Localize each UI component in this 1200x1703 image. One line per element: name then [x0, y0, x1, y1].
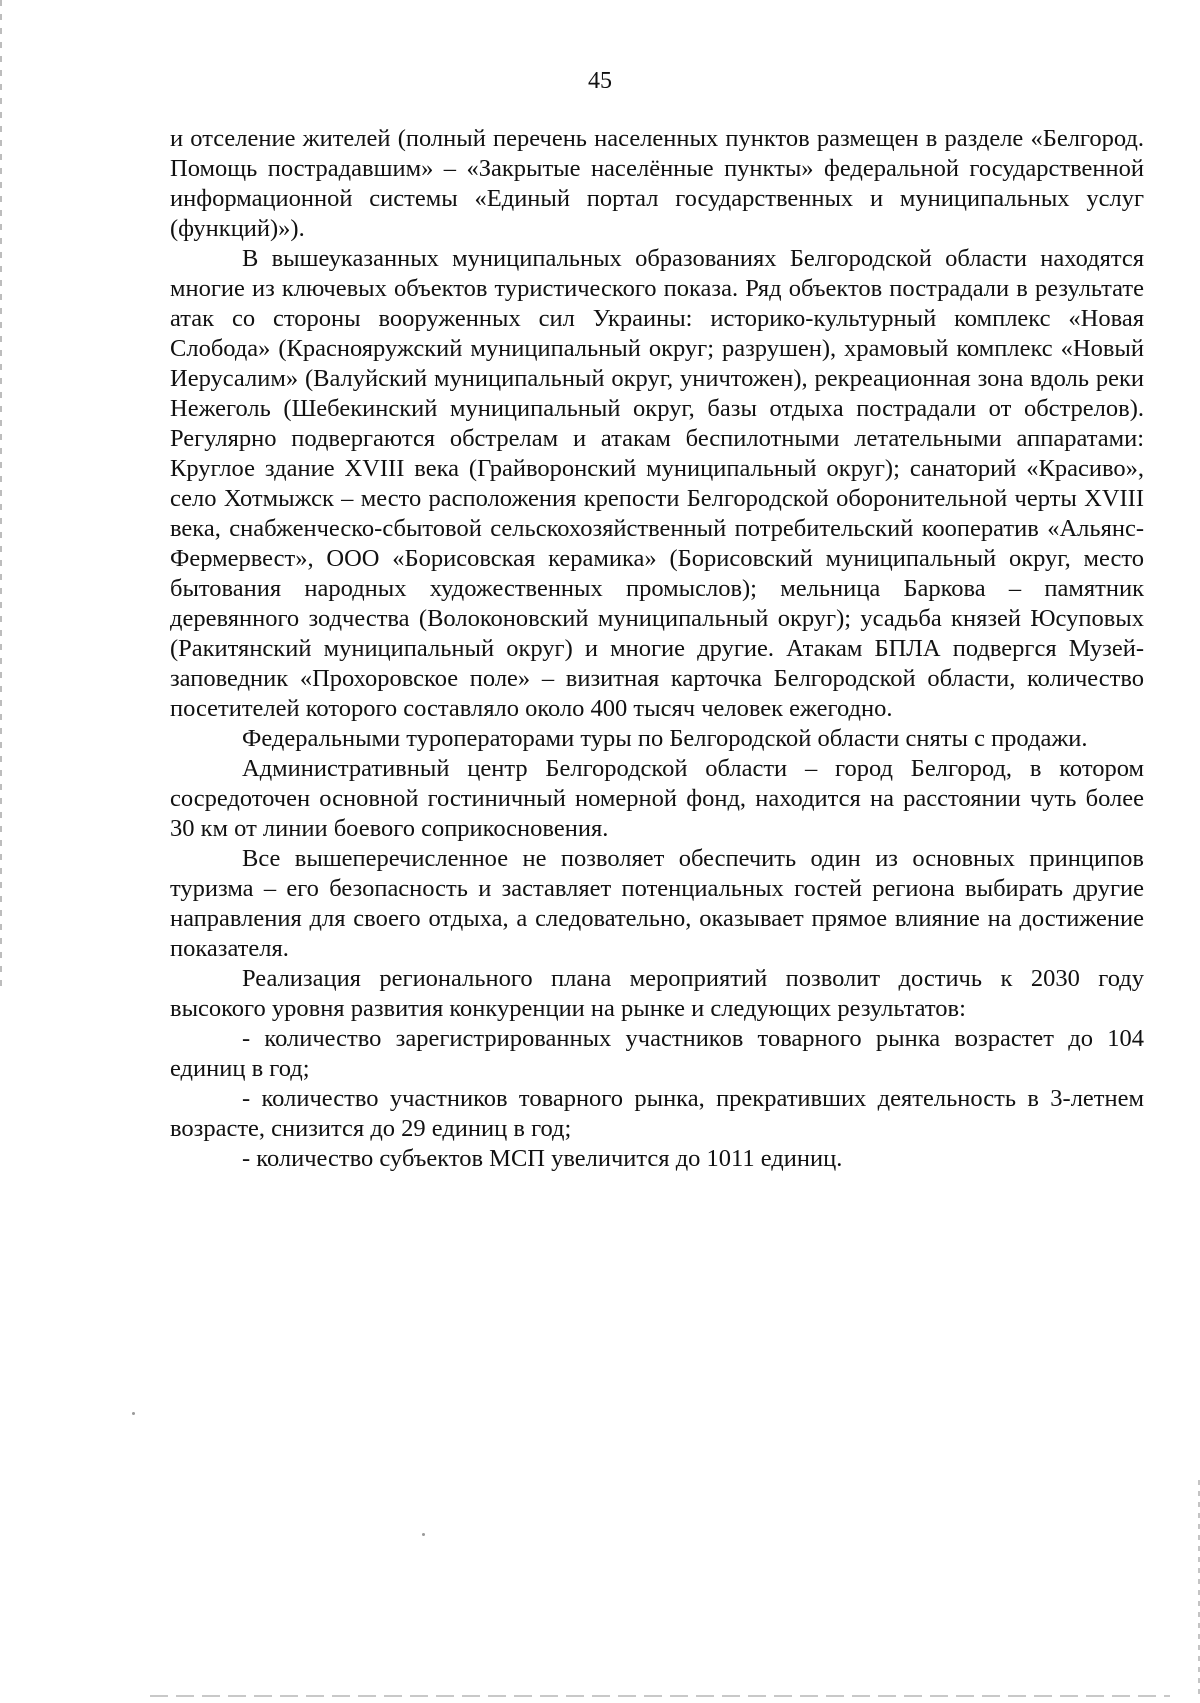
document-body — [170, 124, 1144, 1174]
paragraph-tourism-objects: В вышеуказанных муниципальных образованиях Белгородской области находятся многие из ключевых объектов туристического показа. Ряд объектов пострадали в результате атак со стороны вооруженных сил Украины: историко-культурный комплекс «Новая Слобода» (Краснояружский муниципальный округ; разрушен), храмовый комплекс «Новый Иерусалим» (Валуйский муниципальный округ, уничтожен), рекреационная зона вдоль реки Нежеголь (Шебекинский муниципальный округ, базы отдыха пострадали от обстрелов). Регулярно подвергаются обстрелам и атакам беспилотными летательными аппаратами: Круглое здание XVIII века (Грайворонский муниципальный округ); санаторий «Красиво», село Хотмыжск – место расположения крепости Белгородской оборонительной черты XVIII века, снабженческо-сбытовой сельскохозяйственный потребительский кооператив «Альянс-Фермервест», ООО «Борисовская керамика» (Борисовский муниципальный округ, место бытования народных художественных промыслов); мельница Баркова – памятник деревянного зодчества (Волоконовский муниципальный округ); усадьба князей Юсуповых (Ракитянский муниципальный округ) и многие другие. Атакам БПЛА подвергся Музей-заповедник «Прохоровское поле» – визитная карточка Белгородской области, количество посетителей которого составляло около 400 тысяч человек ежегодно. — [170, 245, 1144, 722]
result-item-registered: - количество зарегистрированных участников товарного рынка возрастет до 104 единиц в год; — [170, 1025, 1144, 1082]
scan-left-edge — [0, 0, 2, 990]
scan-speck — [422, 1533, 425, 1536]
scan-bottom-edge — [150, 1695, 1170, 1697]
paragraph-tour-operators: Федеральными туроператорами туры по Белгородской области сняты с продажи. — [242, 725, 1088, 752]
result-item-ceased: - количество участников товарного рынка, прекративших деятельность в 3-летнем возрасте, снизится до 29 единиц в год; — [170, 1085, 1144, 1142]
page-number: 45 — [588, 68, 612, 94]
paragraph-administrative-center: Административный центр Белгородской области – город Белгород, в котором сосредоточен основной гостиничный номерной фонд, находится на расстоянии чуть более 30 км от линии боевого соприкосновения. — [170, 755, 1144, 842]
paragraph-continuation: и отселение жителей (полный перечень населенных пунктов размещен в разделе «Белгород. Помощь пострадавшим» – «Закрытые населённые пункты» федеральной государственной информационной системы «Единый портал государственных и муниципальных услуг (функций)»). — [170, 125, 1144, 242]
scan-speck — [132, 1412, 135, 1415]
paragraph-plan-results: Реализация регионального плана мероприятий позволит достичь к 2030 году высокого уровня развития конкуренции на рынке и следующих результатов: — [170, 965, 1144, 1022]
paragraph-safety: Все вышеперечисленное не позволяет обеспечить один из основных принципов туризма – его безопасность и заставляет потенциальных гостей региона выбирать другие направления для своего отдыха, а следовательно, оказывает прямое влияние на достижение показателя. — [170, 845, 1144, 962]
result-item-msp: - количество субъектов МСП увеличится до 1011 единиц. — [242, 1145, 843, 1172]
